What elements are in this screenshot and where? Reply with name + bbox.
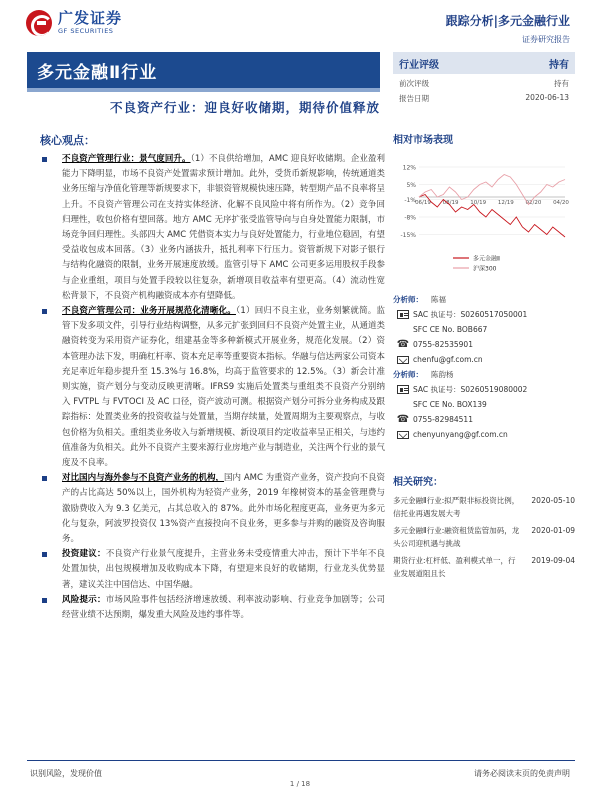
analyst-1-name: 陈福 bbox=[431, 295, 446, 304]
para-lead: 风险提示： bbox=[62, 594, 106, 605]
para-lead: 不良资产管理公司：业务开展规范化清晰化。 bbox=[62, 306, 236, 317]
analyst-1-email-row bbox=[393, 352, 575, 367]
report-subtitle: 不良资产行业：迎良好收储期，期待价值释放 bbox=[109, 100, 380, 115]
chart-y-tick-label: -8% bbox=[404, 214, 416, 222]
related-item[interactable] bbox=[393, 494, 575, 520]
square-bullet-icon bbox=[42, 476, 47, 481]
core-para-5 bbox=[40, 593, 385, 623]
analyst-2-role: 分析师： bbox=[393, 370, 423, 379]
banner-stripe bbox=[27, 88, 380, 92]
report-subtype: 证券研究报告 bbox=[522, 35, 570, 44]
page-number: 1 / 18 bbox=[289, 780, 311, 788]
report-type: 跟踪分析|多元金融行业 bbox=[445, 14, 570, 28]
para-text: 市场风险事件包括经济增速放缓、利率波动影响、行业竞争加剧等；公司经营业绩不达预期，爆发重大风险及违约事件等。 bbox=[62, 594, 385, 621]
analyst-1-sac-row bbox=[393, 307, 575, 322]
para-lead: 不良资产管理行业：景气度回升。 bbox=[62, 154, 191, 164]
analyst-1-phone-row bbox=[393, 337, 575, 352]
chart-x-tick-label: 08/19 bbox=[442, 200, 459, 206]
chart-section-title: 相对市场表现 bbox=[393, 135, 453, 146]
chart-x-tick-label: 10/19 bbox=[470, 200, 487, 206]
analyst-2-sac-row bbox=[393, 382, 575, 397]
analyst-1-sfc: SFC CE No. BOB667 bbox=[413, 325, 488, 334]
title-banner bbox=[27, 52, 380, 88]
analyst-2-phone: 0755-82984511 bbox=[413, 415, 473, 424]
related-title: 相关研究： bbox=[393, 477, 443, 488]
analyst-1-sac: SAC 执证号：S0260517050001 bbox=[413, 310, 528, 319]
chart-x-tick-label: 02/20 bbox=[525, 200, 542, 206]
footer-divider bbox=[27, 760, 575, 761]
para-lead: 对比国内与海外参与不良资产业务的机构， bbox=[62, 473, 225, 484]
gf-logo-icon bbox=[26, 10, 52, 36]
para-text: 不良资产行业景气度提升，主营业务未受疫情重大冲击，预计下半年不良处置加快，出包规模增加及收购成本下降，有望迎来良好的收储期，行业龙头优势显著，建议关注中国信达、中国华融。 bbox=[62, 549, 385, 590]
company-logo bbox=[26, 10, 122, 36]
para-text: （1）回归不良主业，业务刻繁就简。监管下发多项文件，引导行业结构调整，从多元扩张到回归不良资产处置主业，从通道类融资转变为采用资产证券化，组建基金等多种新模式开展业务，规范化发展。（2）资本管理办法下发，明确杠杆率、资本充足率等重要资本指标。华融与信达两家公司资本充足率近年稳步提升至 15.3%与 16.8%，均高于监管要求的 12.5%。（3）新会计准则实施，资产划分与变动反映更清晰。IFRS9 实施后处置类与重组类不良资产分别纳入 FVTPL 与 FVTOCI 及 AC 口径，资产波动可测。根据资产划分可拆分业务构成及跟踪指标：处置类业务的投资收益与处置量，当期存续量，处置周期为主要观察点，与收包价格为负相关。重组类业务收入与新增规模、新设项目约定收益率呈正相关，与违约值准备为负相关。此外不良资产主要来源行业房地产业与制造业，关注两个行业的景气度及不良率。 bbox=[62, 306, 386, 469]
chart-x-tick-label: 04/20 bbox=[553, 200, 569, 206]
analyst-2-name: 陈韵杨 bbox=[431, 370, 454, 379]
report-header bbox=[0, 0, 600, 46]
phone-icon: ☎ bbox=[396, 413, 410, 425]
chart-y-tick-label: 5% bbox=[406, 182, 416, 189]
related-item-date: 2020-05-10 bbox=[531, 496, 575, 505]
core-views-title: 核心观点： bbox=[40, 134, 95, 147]
analyst-1-name-row bbox=[393, 292, 575, 307]
core-para-3 bbox=[40, 471, 385, 547]
rating-header bbox=[393, 52, 575, 74]
chart-y-tick-label: -1% bbox=[404, 197, 416, 204]
related-item-title[interactable]: 期货行业:杠杆低、盈利模式单一，行业发展道阻且长 bbox=[393, 556, 516, 578]
chart-legend-label: 多元金融Ⅱ bbox=[473, 255, 500, 263]
analyst-1-email[interactable]: chenfu@gf.com.cn bbox=[413, 355, 483, 364]
id-card-icon bbox=[397, 310, 409, 319]
square-bullet-icon bbox=[42, 157, 47, 162]
report-date-row bbox=[393, 89, 575, 104]
analyst-2-phone-row bbox=[393, 412, 575, 427]
analyst-1-sfc-row bbox=[393, 322, 575, 337]
chart-y-tick-label: -15% bbox=[400, 232, 416, 239]
prev-rating-value: 持有 bbox=[554, 79, 569, 88]
related-item[interactable] bbox=[393, 524, 575, 550]
id-card-icon bbox=[397, 385, 409, 394]
relative-performance-chart bbox=[393, 150, 575, 290]
square-bullet-icon bbox=[42, 598, 47, 603]
report-date-label: 报告日期 bbox=[399, 94, 429, 103]
related-item-date: 2019-09-04 bbox=[531, 556, 575, 565]
related-item-date: 2020-01-09 bbox=[531, 526, 575, 535]
core-para-4 bbox=[40, 547, 385, 593]
email-icon bbox=[397, 356, 409, 364]
chart-x-tick-label: 06/19 bbox=[415, 200, 431, 206]
related-list bbox=[393, 494, 575, 580]
chart-svg bbox=[393, 150, 575, 290]
footer-disclaimer: 请务必阅读末页的免责声明 bbox=[474, 769, 570, 778]
core-views-body bbox=[40, 152, 385, 623]
chart-legend-label: 沪深300 bbox=[473, 265, 497, 273]
phone-icon: ☎ bbox=[396, 338, 410, 350]
chart-y-tick-label: 12% bbox=[402, 164, 416, 172]
square-bullet-icon bbox=[42, 552, 47, 557]
square-bullet-icon bbox=[42, 309, 47, 314]
related-item-title[interactable]: 多元金融Ⅱ行业:融资租赁监管加码，龙头公司迎机遇与挑战 bbox=[393, 526, 520, 548]
footer-slogan: 识别风险，发现价值 bbox=[30, 769, 102, 778]
analyst-1-role: 分析师： bbox=[393, 295, 423, 304]
rating-value: 持有 bbox=[549, 59, 569, 71]
para-text: 国内 AMC 为重资产业务，资产投向不良资产的占比高达 50%以上，国外机构为轻资产业务，2019 年橡树资本的基金管理费与激励费收入为 9.3 亿美元，占其总收入的 87%。此外市场化程度更高，业务更为多元化与复杂，阿波罗投资仅 13%资产直接投向不良业务，更多参与并购的融资及咨询服务。 bbox=[62, 473, 385, 545]
related-item[interactable] bbox=[393, 554, 575, 580]
para-lead: 投资建议： bbox=[62, 549, 106, 560]
rating-box bbox=[393, 52, 575, 104]
analyst-2-email-row bbox=[393, 427, 575, 442]
analyst-2-sfc: SFC CE No. BOX139 bbox=[413, 400, 487, 409]
core-para-1 bbox=[40, 152, 385, 304]
chart-series-line bbox=[419, 195, 565, 238]
prev-rating-label: 前次评级 bbox=[399, 79, 429, 88]
industry-title: 多元金融Ⅱ行业 bbox=[37, 63, 158, 83]
analyst-2-sac: SAC 执证号：S0260519080002 bbox=[413, 385, 528, 394]
analyst-2-email[interactable]: chenyunyang@gf.com.cn bbox=[413, 430, 508, 439]
chart-x-tick-label: 12/19 bbox=[497, 200, 514, 206]
core-para-2 bbox=[40, 304, 385, 471]
para-text: （1）不良供给增加，AMC 迎良好收储期。企业盈利能力下降明显，市场不良资产处置需求预计增加。此外，受货币新规影响，传统通道类业务压缩与净值化管理等新规要求下，非银资管规模快速压降，转型期产品不良率将呈上升。不良资产管理公司在支持实体经济、化解不良风险中将有所作为。（2）竞争回归理性，收包价格有望回落。地方 AMC 无序扩张受监管导向与自身处置能力限制，市场竞争回归理性。头部四大 AMC 凭借资本实力与良好处置能力，行业地位稳固，有望受益收包成本回落。（3）业务内涵拔升，抵扎利率下行压力。资管新规下对影子银行与结构化融资的限制，业务开展速度放缓。监管引导下 AMC 公司更多运用股权手段参与企业重组，项目与处置手段较以往复杂，新增项目收益率有望更高。（4）流动性宽松背景下，不良资产机构融资成本亦有望降低。 bbox=[62, 154, 386, 301]
email-icon bbox=[397, 431, 409, 439]
logo-cn-text: 广发证券 bbox=[58, 9, 123, 28]
analyst-info bbox=[393, 292, 575, 442]
chart-series-line bbox=[419, 175, 565, 205]
related-item-title[interactable]: 多元金融Ⅱ行业:拟严限非标投资比例，信托业再遇发展大考 bbox=[393, 496, 520, 518]
related-research bbox=[393, 473, 575, 584]
analyst-2-name-row bbox=[393, 367, 575, 382]
logo-en-text: GF SECURITIES bbox=[58, 27, 114, 36]
report-date-value: 2020-06-13 bbox=[525, 93, 569, 102]
rating-label: 行业评级 bbox=[399, 59, 439, 71]
analyst-2-sfc-row bbox=[393, 397, 575, 412]
analyst-1-phone: 0755-82535901 bbox=[413, 340, 473, 349]
prev-rating-row bbox=[393, 74, 575, 89]
